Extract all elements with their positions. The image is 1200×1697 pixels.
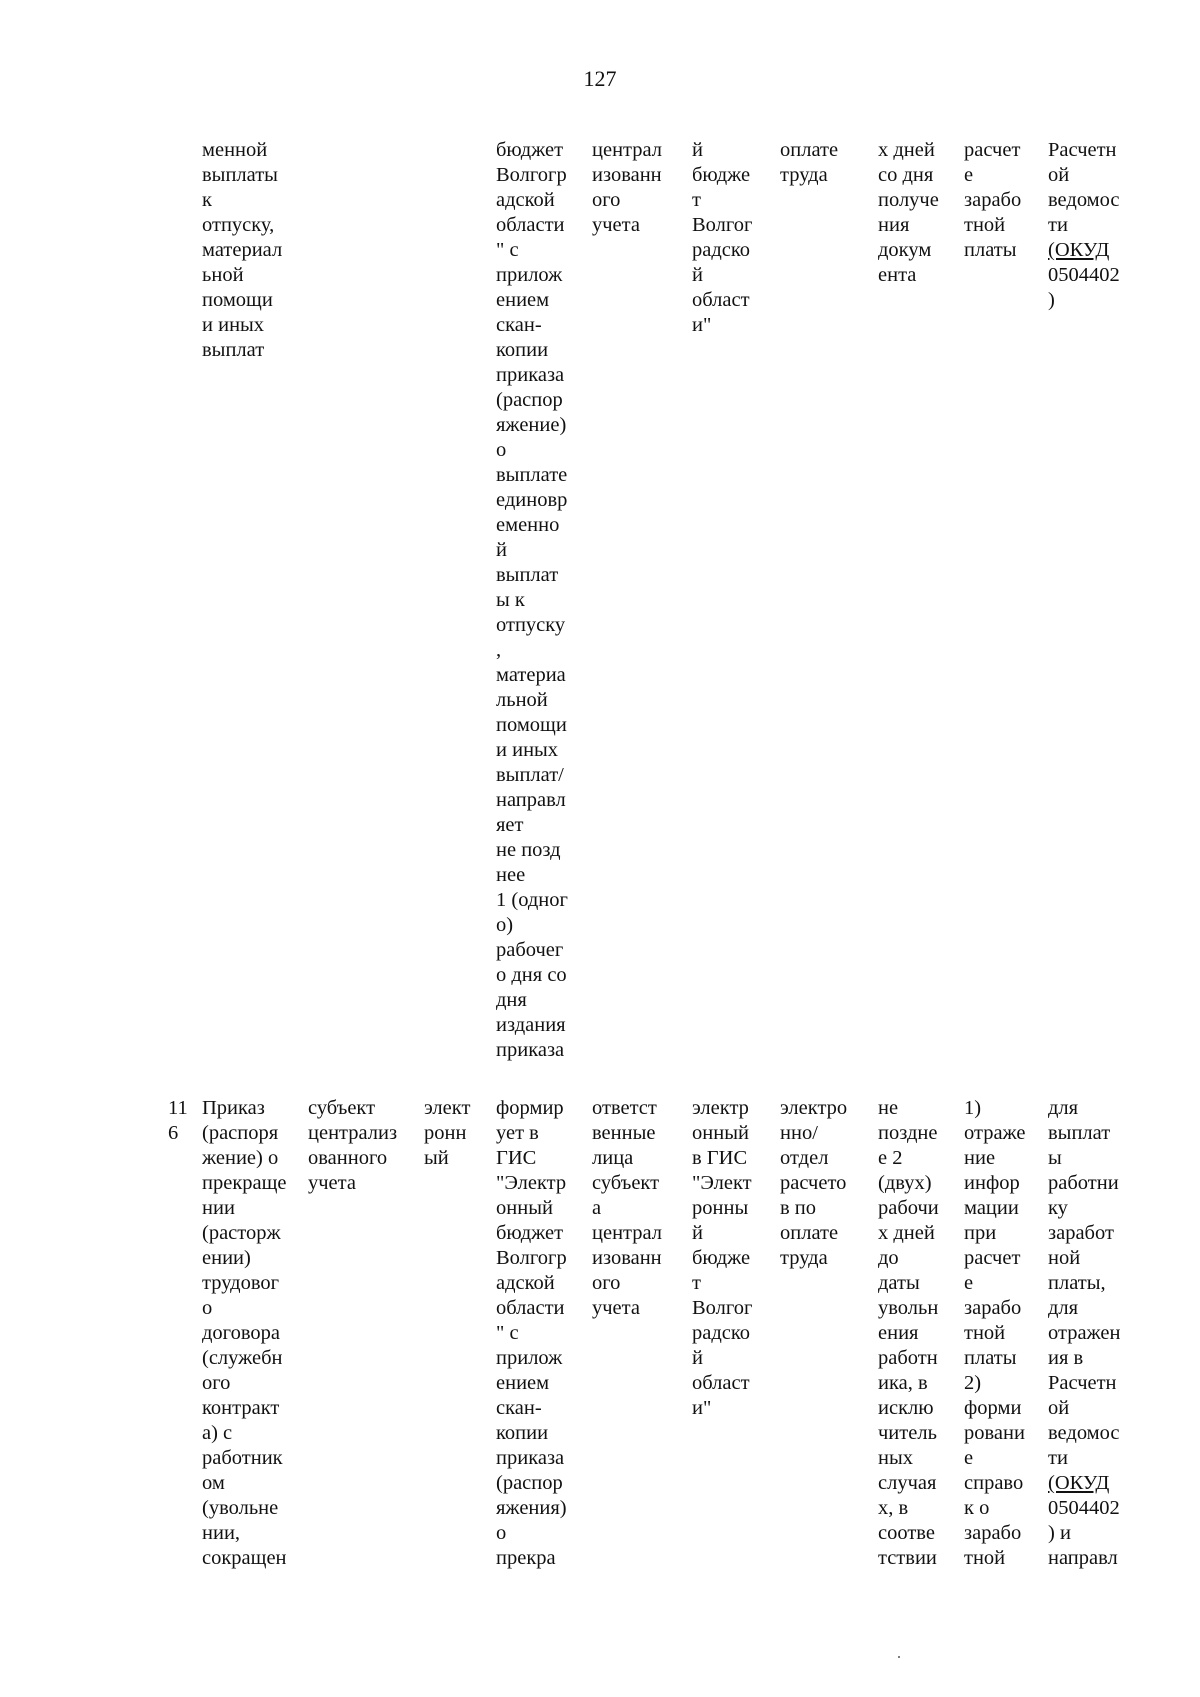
register-text-end: 0504402 )	[1048, 264, 1120, 311]
executor-cell: централ изованн ого учета	[592, 139, 663, 236]
deadline-cell: х дней со дня получе ния докум ента	[878, 139, 939, 286]
okud-link: (ОКУД	[1048, 1472, 1110, 1494]
document-form-cell: элект ронн ый	[424, 1097, 471, 1169]
page-number: 127	[583, 66, 617, 91]
procedure-cell: бюджет Волгогр адской области " с прилож ением скан- копии приказа (распор яжение) о выплате единовр еменно й выплат ы к отпуску , материа льной помощи и иных выплат/ направл яет не позд нее 1 (одног о) рабочег о дня со дня издания приказа	[496, 139, 568, 1061]
document-name-cell: менной выплаты к отпуску, материал ьной помощи и иных выплат	[202, 139, 283, 361]
document-form-cell	[424, 138, 496, 1096]
row-number-cell	[168, 138, 202, 1096]
purpose-cell: 1) отраже ние инфор мации при расчет е зарабо тной платы 2) форми ровани е справо к о зарабо тной	[964, 1097, 1026, 1569]
document-table	[168, 138, 1178, 1576]
table-row	[168, 138, 1178, 1096]
register-cell	[1048, 138, 1178, 1096]
register-cell	[1048, 1096, 1178, 1576]
register-text-end: 0504402 ) и направл	[1048, 1497, 1120, 1569]
transfer-method-cell: электр онный в ГИС "Элект ронны й бюдже т Волгог радско й област и"	[692, 1097, 753, 1419]
responsible-party-cell: субъект централиз ованного учета	[308, 1097, 398, 1194]
recipient-cell: электро нно/ отдел расчето в по оплате труда	[780, 1097, 848, 1269]
recipient-cell: оплате труда	[780, 139, 839, 186]
deadline-cell: не поздне е 2 (двух) рабочи х дней до даты увольн ения работн ика, в исклю читель ных случая х, в соотве тствии	[878, 1097, 939, 1569]
scan-speck	[898, 1656, 900, 1658]
register-text: Расчетн ой ведомос ти	[1048, 139, 1120, 236]
table-row	[168, 1096, 1178, 1576]
document-name-cell: Приказ (распоря жение) о прекраще нии (расторж ении) трудовог о договора (служебн ого контракт а) с работник ом (увольне нии, сокращен	[202, 1097, 287, 1569]
okud-link: (ОКУД	[1048, 239, 1110, 261]
register-text: для выплат ы работни ку заработ ной платы, для отражен ия в Расчетн ой ведомос ти	[1048, 1097, 1121, 1469]
procedure-cell: формир ует в ГИС "Электр онный бюджет Волгогр адской области " с прилож ением скан- копии приказа (распор яжения) о прекра	[496, 1097, 567, 1569]
transfer-method-cell: й бюдже т Волгог радско й област и"	[692, 139, 753, 336]
row-number-cell: 11 6	[168, 1097, 188, 1144]
purpose-cell: расчет е зарабо тной платы	[964, 139, 1022, 261]
executor-cell: ответст венные лица субъект а централ изованн ого учета	[592, 1097, 663, 1319]
responsible-party-cell	[308, 138, 424, 1096]
